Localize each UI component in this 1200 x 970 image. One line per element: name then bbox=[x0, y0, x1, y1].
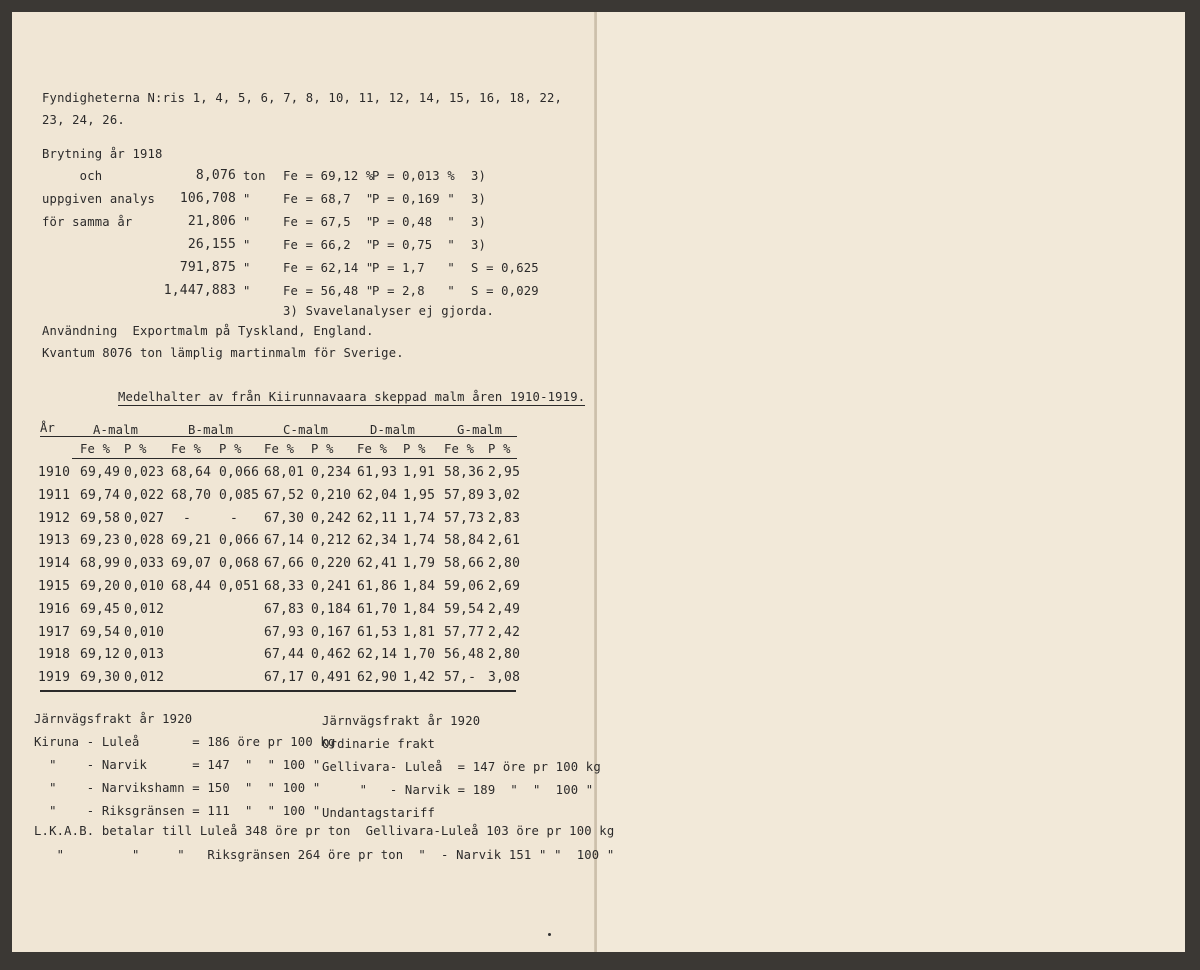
table-cell: 2,49 bbox=[488, 601, 521, 617]
table-cell: 62,41 bbox=[357, 556, 398, 572]
table-cell: 0,022 bbox=[124, 487, 165, 503]
table-year-cell: 1916 bbox=[38, 601, 71, 617]
brytning-fe: Fe = 66,2 " bbox=[283, 238, 374, 252]
table-year-cell: 1912 bbox=[38, 510, 71, 526]
table-header-rule bbox=[40, 436, 517, 437]
table-cell: 3,02 bbox=[488, 487, 521, 503]
table-cell: 62,90 bbox=[357, 670, 398, 686]
table-cell: 0,241 bbox=[311, 579, 352, 594]
table-sub-header: Fe % bbox=[444, 442, 475, 456]
table-cell: 59,54 bbox=[444, 601, 485, 617]
table-cell: 1,74 bbox=[403, 533, 436, 549]
table-cell: 1,84 bbox=[403, 601, 436, 617]
table-group-header: B-malm bbox=[188, 423, 234, 437]
table-cell: 1,84 bbox=[403, 579, 436, 594]
table-cell: 1,81 bbox=[403, 624, 436, 640]
table-title: Medelhalter av från Kiirunnavaara skeppad malm åren 1910-1919. bbox=[118, 390, 586, 404]
table-cell: 0,068 bbox=[219, 556, 260, 572]
frakt-left-line: " - Narvikshamn = 150 " " 100 " bbox=[34, 781, 321, 795]
brytning-p: P = 0,013 % bbox=[372, 169, 455, 183]
brytning-p: P = 2,8 " bbox=[372, 284, 455, 298]
brytning-unit: " bbox=[243, 261, 251, 275]
table-cell: 69,07 bbox=[171, 556, 212, 572]
table-cell: 2,80 bbox=[488, 556, 521, 572]
brytning-s: 3) bbox=[471, 238, 487, 252]
table-cell: 67,83 bbox=[264, 601, 305, 617]
brytning-fe: Fe = 68,7 " bbox=[283, 192, 374, 206]
frakt-left-heading: Järnvägsfrakt år 1920 bbox=[34, 712, 193, 726]
brytning-p: P = 0,169 " bbox=[372, 192, 455, 206]
table-cell: 69,58 bbox=[80, 510, 121, 526]
table-year-cell: 1911 bbox=[38, 487, 71, 503]
table-cell: 2,95 bbox=[488, 465, 521, 480]
frakt-right-line: Ordinarie frakt bbox=[322, 737, 436, 751]
frakt-left-line: " - Riksgränsen = 111 " " 100 " bbox=[34, 804, 321, 818]
table-cell: 1,91 bbox=[403, 465, 436, 480]
table-cell: 68,33 bbox=[264, 579, 305, 594]
table-cell: 57,77 bbox=[444, 624, 485, 640]
intro-line-1: Fyndigheterna N:ris 1, 4, 5, 6, 7, 8, 10, 11, 12, 14, 15, 16, 18, 22, bbox=[42, 91, 563, 105]
table-cell: 1,42 bbox=[403, 670, 436, 686]
table-sub-header: P % bbox=[124, 442, 147, 456]
table-cell: 0,491 bbox=[311, 670, 352, 686]
table-cell: 68,44 bbox=[171, 579, 212, 594]
table-year-cell: 1919 bbox=[38, 670, 71, 686]
brytning-tons: 1,447,883 bbox=[163, 283, 236, 298]
brytning-unit: " bbox=[243, 215, 251, 229]
brytning-label: uppgiven analys bbox=[42, 192, 156, 206]
table-cell: 0,085 bbox=[219, 487, 260, 503]
table-bottom-rule bbox=[40, 690, 516, 692]
table-cell: 67,93 bbox=[264, 624, 305, 640]
table-cell: 67,66 bbox=[264, 556, 305, 572]
table-cell: 0,028 bbox=[124, 533, 165, 549]
table-cell: 69,12 bbox=[80, 647, 121, 663]
brytning-fe: Fe = 62,14 " bbox=[283, 261, 374, 275]
table-cell: 62,04 bbox=[357, 487, 398, 503]
table-year-cell: 1914 bbox=[38, 556, 71, 572]
table-cell: 62,11 bbox=[357, 510, 398, 526]
table-subheader-rule bbox=[72, 458, 517, 459]
brytning-fe: Fe = 69,12 % bbox=[283, 169, 374, 183]
anvandning-line: Användning Exportmalm på Tyskland, England. bbox=[42, 324, 374, 338]
table-cell: 0,184 bbox=[311, 601, 352, 617]
table-cell: 68,70 bbox=[171, 487, 212, 503]
frakt-right-line: Undantagstariff bbox=[322, 806, 436, 820]
brytning-heading: Brytning år 1918 bbox=[42, 147, 163, 161]
table-group-header: D-malm bbox=[370, 423, 416, 437]
table-year-cell: 1910 bbox=[38, 465, 71, 480]
brytning-p: P = 0,75 " bbox=[372, 238, 455, 252]
brytning-fe: Fe = 56,48 " bbox=[283, 284, 374, 298]
table-cell: 57,89 bbox=[444, 487, 485, 503]
table-cell: 67,30 bbox=[264, 510, 305, 526]
table-cell: 1,70 bbox=[403, 647, 436, 663]
brytning-p: P = 0,48 " bbox=[372, 215, 455, 229]
table-cell: 61,93 bbox=[357, 465, 398, 480]
lkab-line-1: L.K.A.B. betalar till Luleå 348 öre pr ton Gellivara-Luleå 103 öre pr 100 kg bbox=[34, 824, 615, 838]
table-cell: 62,34 bbox=[357, 533, 398, 549]
table-cell: 0,012 bbox=[124, 670, 165, 686]
table-cell: 59,06 bbox=[444, 579, 485, 594]
frakt-right-line: Gellivara- Luleå = 147 öre pr 100 kg bbox=[322, 760, 601, 774]
table-cell: 69,54 bbox=[80, 624, 121, 640]
table-cell: 0,051 bbox=[219, 579, 260, 594]
table-cell: 67,17 bbox=[264, 670, 305, 686]
table-cell: 1,95 bbox=[403, 487, 436, 503]
brytning-s: 3) bbox=[471, 192, 487, 206]
brytning-tons: 26,155 bbox=[187, 237, 236, 252]
brytning-tons: 8,076 bbox=[195, 168, 236, 183]
table-sub-header: Fe % bbox=[171, 442, 202, 456]
table-cell: 61,53 bbox=[357, 624, 398, 640]
table-group-header: C-malm bbox=[283, 423, 329, 437]
brytning-fe: Fe = 67,5 " bbox=[283, 215, 374, 229]
table-cell: 0,013 bbox=[124, 647, 165, 663]
table-cell: 61,86 bbox=[357, 579, 398, 594]
intro-line-2: 23, 24, 26. bbox=[42, 113, 125, 127]
table-cell: 68,64 bbox=[171, 465, 212, 480]
table-cell: 2,42 bbox=[488, 624, 521, 640]
lkab-line-2: " " " Riksgränsen 264 öre pr ton " - Narvik 151 " " 100 " bbox=[34, 848, 615, 862]
table-cell: 0,462 bbox=[311, 647, 352, 663]
brytning-s: 3) bbox=[471, 169, 487, 183]
brytning-footnote: 3) Svavelanalyser ej gjorda. bbox=[283, 304, 495, 318]
table-cell: 0,010 bbox=[124, 624, 165, 640]
table-cell: 58,36 bbox=[444, 465, 485, 480]
table-cell: 0,027 bbox=[124, 510, 165, 526]
brytning-label: för samma år bbox=[42, 215, 133, 229]
table-cell: 69,45 bbox=[80, 601, 121, 617]
table-cell: 0,023 bbox=[124, 465, 165, 480]
brytning-unit: " bbox=[243, 238, 251, 252]
table-cell: 57,73 bbox=[444, 510, 485, 526]
table-cell: 3,08 bbox=[488, 670, 521, 686]
table-cell: - bbox=[230, 510, 239, 526]
table-col-year: År bbox=[40, 421, 56, 435]
table-cell: 0,012 bbox=[124, 601, 165, 617]
brytning-tons: 21,806 bbox=[187, 214, 236, 229]
table-group-header: G-malm bbox=[457, 423, 503, 437]
brytning-unit: " bbox=[243, 284, 251, 298]
table-cell: 2,83 bbox=[488, 510, 521, 526]
table-cell: 0,066 bbox=[219, 533, 260, 549]
frakt-right-line: " - Narvik = 189 " " 100 " bbox=[322, 783, 594, 797]
table-cell: 69,74 bbox=[80, 487, 121, 503]
table-cell: 69,20 bbox=[80, 579, 121, 594]
table-cell: 56,48 bbox=[444, 647, 485, 663]
table-cell: 0,220 bbox=[311, 556, 352, 572]
table-cell: 67,14 bbox=[264, 533, 305, 549]
ink-speck bbox=[548, 933, 551, 936]
brytning-unit: " bbox=[243, 192, 251, 206]
frakt-left-line: Kiruna - Luleå = 186 öre pr 100 kg bbox=[34, 735, 336, 749]
table-cell: 67,44 bbox=[264, 647, 305, 663]
brytning-tons: 791,875 bbox=[179, 260, 236, 275]
table-cell: 57,- bbox=[444, 670, 477, 686]
table-year-cell: 1913 bbox=[38, 533, 71, 549]
table-sub-header: P % bbox=[311, 442, 334, 456]
brytning-unit: ton bbox=[243, 169, 266, 183]
table-year-cell: 1918 bbox=[38, 647, 71, 663]
table-cell: 58,84 bbox=[444, 533, 485, 549]
table-sub-header: P % bbox=[488, 442, 511, 456]
table-cell: - bbox=[183, 510, 192, 526]
table-cell: 2,80 bbox=[488, 647, 521, 663]
table-year-cell: 1915 bbox=[38, 579, 71, 594]
table-cell: 68,99 bbox=[80, 556, 121, 572]
table-cell: 69,49 bbox=[80, 465, 121, 480]
table-cell: 2,69 bbox=[488, 579, 521, 594]
table-cell: 0,234 bbox=[311, 465, 352, 480]
table-group-header: A-malm bbox=[93, 423, 139, 437]
brytning-p: P = 1,7 " bbox=[372, 261, 455, 275]
table-cell: 0,167 bbox=[311, 624, 352, 640]
brytning-s: S = 0,625 bbox=[471, 261, 539, 275]
table-cell: 61,70 bbox=[357, 601, 398, 617]
table-cell: 69,21 bbox=[171, 533, 212, 549]
table-sub-header: Fe % bbox=[264, 442, 295, 456]
table-cell: 58,66 bbox=[444, 556, 485, 572]
brytning-tons: 106,708 bbox=[179, 191, 236, 206]
table-cell: 67,52 bbox=[264, 487, 305, 503]
frakt-left-line: " - Narvik = 147 " " 100 " bbox=[34, 758, 321, 772]
table-cell: 1,79 bbox=[403, 556, 436, 572]
table-cell: 2,61 bbox=[488, 533, 521, 549]
table-cell: 69,30 bbox=[80, 670, 121, 686]
table-sub-header: P % bbox=[403, 442, 426, 456]
table-sub-header: P % bbox=[219, 442, 242, 456]
table-cell: 0,242 bbox=[311, 510, 352, 526]
table-sub-header: Fe % bbox=[357, 442, 388, 456]
table-sub-header: Fe % bbox=[80, 442, 111, 456]
kvantum-line: Kvantum 8076 ton lämplig martinmalm för Sverige. bbox=[42, 346, 404, 360]
table-cell: 62,14 bbox=[357, 647, 398, 663]
table-cell: 0,010 bbox=[124, 579, 165, 594]
brytning-s: S = 0,029 bbox=[471, 284, 539, 298]
table-cell: 1,74 bbox=[403, 510, 436, 526]
brytning-label: och bbox=[42, 169, 103, 183]
table-year-cell: 1917 bbox=[38, 624, 71, 640]
table-cell: 68,01 bbox=[264, 465, 305, 480]
frakt-right-heading: Järnvägsfrakt år 1920 bbox=[322, 714, 481, 728]
table-cell: 0,033 bbox=[124, 556, 165, 572]
table-cell: 69,23 bbox=[80, 533, 121, 549]
brytning-s: 3) bbox=[471, 215, 487, 229]
table-cell: 0,212 bbox=[311, 533, 352, 549]
table-cell: 0,210 bbox=[311, 487, 352, 503]
table-cell: 0,066 bbox=[219, 465, 260, 480]
right-page bbox=[597, 12, 1185, 952]
